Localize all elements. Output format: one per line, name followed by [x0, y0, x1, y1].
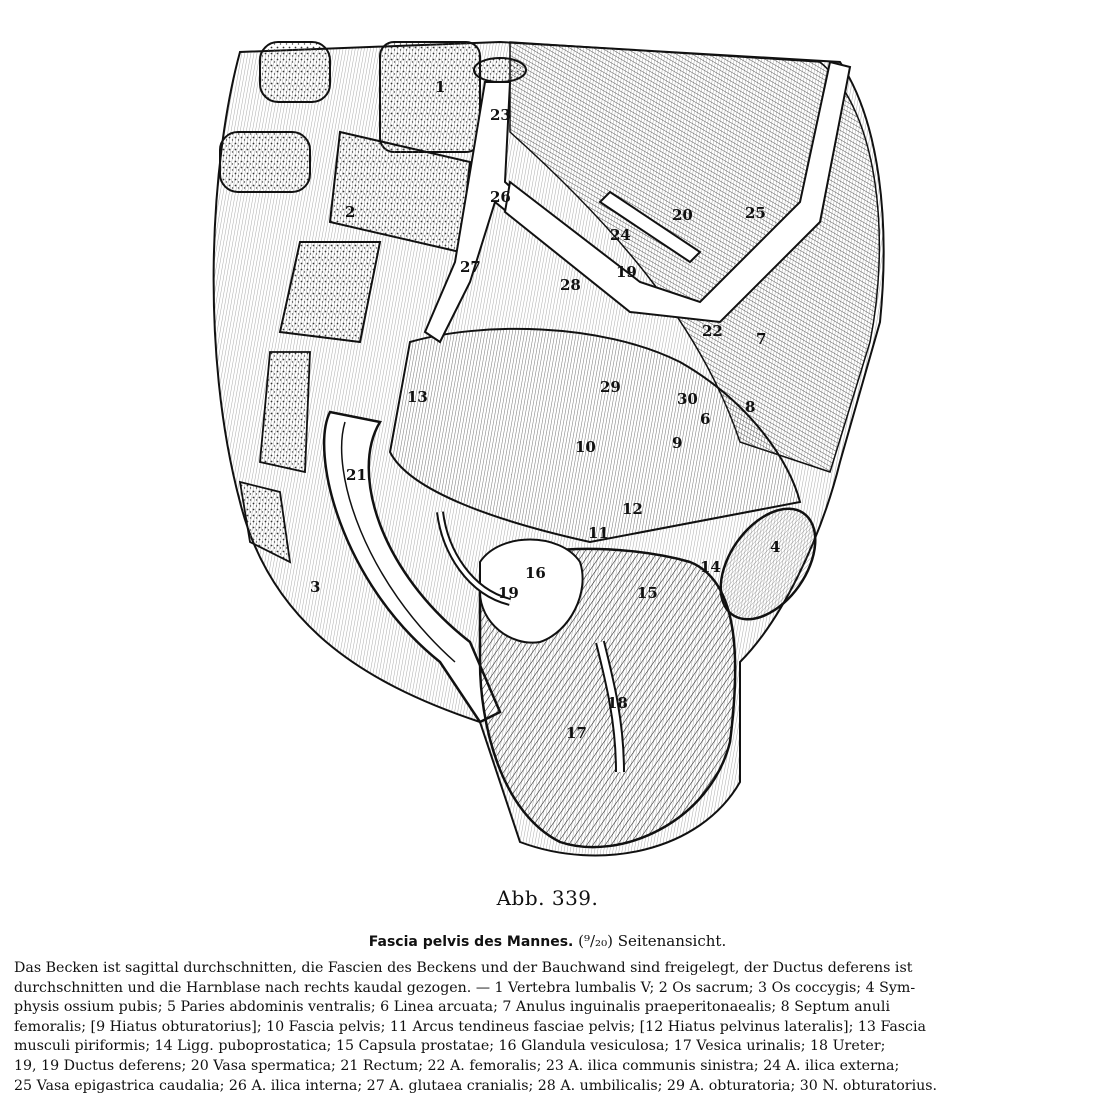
label-16: 16	[525, 564, 546, 582]
label-17: 17	[566, 724, 587, 742]
figure-title	[0, 932, 1095, 950]
label-15: 15	[637, 584, 658, 602]
figure-number: Abb. 339.	[496, 886, 599, 910]
label-12: 12	[622, 500, 643, 518]
caption-line: Das Becken ist sagittal durchschnitten, die Fascien des Beckens und der Bauchwand sind freigelegt, der Ductus deferens ist	[14, 960, 913, 976]
caption-line: femoralis; [9 Hiatus obturatorius]; 10 Fascia pelvis; 11 Arcus tendineus fasciae pelvis; [12 Hiatus pelvinus lateralis]; 13 Fascia	[14, 1018, 927, 1035]
label-23: 23	[490, 106, 511, 124]
caption-line: durchschnitten und die Harnblase nach rechts kaudal gezogen. — 1 Vertebra lumbalis V; 2 Os sacrum; 3 Os coccygis; 4 Sym-	[14, 979, 916, 996]
label-11: 11	[588, 524, 609, 542]
label-1: 1	[435, 78, 446, 96]
label-9: 9	[672, 434, 683, 452]
label-26: 26	[490, 188, 511, 206]
label-6: 6	[700, 410, 711, 428]
caption-line: musculi piriformis; 14 Ligg. puboprostatica; 15 Capsula prostatae; 16 Glandula vesiculosa; 17 Vesica urinalis; 18 Ureter;	[14, 1038, 886, 1055]
label-13: 13	[407, 388, 428, 406]
label-2: 2	[345, 203, 356, 221]
label-4: 4	[770, 538, 781, 556]
figure-caption-text	[14, 959, 1082, 1096]
label-10: 10	[575, 438, 596, 456]
caption-line: 19, 19 Ductus deferens; 20 Vasa spermatica; 21 Rectum; 22 A. femoralis; 23 A. ilica communis sinistra; 24 A. ilica externa;	[14, 1057, 900, 1074]
figure-title-scale: (⁹/₂₀)	[578, 932, 613, 950]
label-28: 28	[560, 276, 581, 294]
label-7: 7	[756, 330, 767, 348]
label-30: 30	[677, 390, 698, 408]
label-20: 20	[672, 206, 693, 224]
label-18: 18	[607, 694, 628, 712]
label-27: 27	[460, 258, 481, 276]
label-14: 14	[700, 558, 721, 576]
label-22: 22	[702, 322, 723, 340]
figure-title-bold: Fascia pelvis des Mannes.	[368, 934, 574, 950]
label-3: 3	[310, 578, 321, 596]
label-8: 8	[745, 398, 756, 416]
artery-cross-section	[474, 58, 526, 82]
anatomical-illustration	[180, 22, 920, 862]
label-19a: 19	[498, 584, 519, 602]
label-29: 29	[600, 378, 621, 396]
caption-line: 25 Vasa epigastrica caudalia; 26 A. ilica interna; 27 A. glutaea cranialis; 28 A. umbilicalis; 29 A. obturatoria; 30 N. obturatorius.	[14, 1077, 938, 1094]
label-24: 24	[610, 226, 631, 244]
caption-line: physis ossium pubis; 5 Paries abdominis ventralis; 6 Linea arcuata; 7 Anulus inguinalis praeperitonaealis; 8 Septum anuli	[14, 999, 891, 1016]
label-19b: 19	[616, 263, 637, 281]
label-21: 21	[346, 466, 367, 484]
figure-title-rest: Seitenansicht.	[617, 932, 727, 950]
label-25: 25	[745, 204, 766, 222]
